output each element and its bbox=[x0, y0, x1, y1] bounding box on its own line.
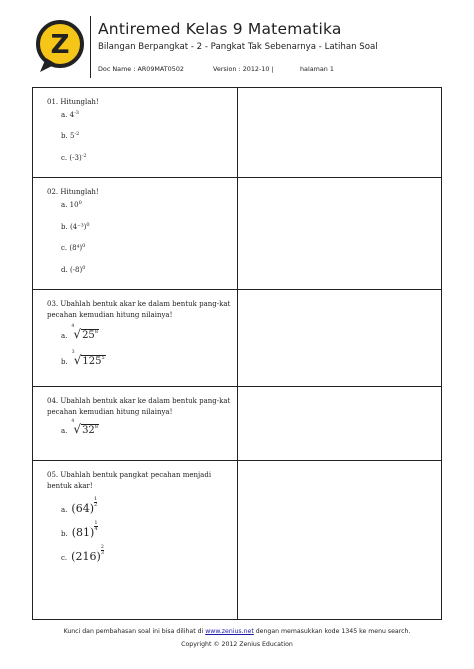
question-label: 03. Ubahlah bentuk akar ke dalam bentuk pang-kat pecahan kemudian hitung nilainya! bbox=[47, 300, 231, 319]
question-label: 04. Ubahlah bentuk akar ke dalam bentuk pang-kat pecahan kemudian hitung nilainya! bbox=[47, 397, 231, 416]
option-c: c. (216) $\frac{2}{3}$ bbox=[61, 544, 104, 563]
option-c: c. $(8^4)^0$ bbox=[61, 243, 86, 252]
option-b: b. 3 $√125^5$ bbox=[61, 350, 105, 367]
option-c: c. $(-3)^{-2}$ bbox=[61, 153, 87, 162]
logo-letter: Z bbox=[50, 30, 70, 60]
option-a: a. 4 $√25^8$ bbox=[61, 324, 98, 341]
option-a: a. (64) $\frac{1}{2}$ bbox=[61, 496, 98, 515]
zenius-link[interactable]: www.zenius.net bbox=[205, 628, 254, 635]
header-divider bbox=[90, 16, 91, 78]
question-row-3 bbox=[33, 289, 441, 387]
question-row-1 bbox=[33, 88, 441, 177]
footer-note: Kunci dan pembahasan soal ini bisa dilihat di www.zenius.net dengan memasukkan kode 1345 ke menu search. bbox=[63, 628, 411, 635]
question-row-5 bbox=[33, 460, 441, 620]
page-subtitle: Bilangan Berpangkat - 2 - Pangkat Tak Sebenarnya - Latihan Soal bbox=[98, 42, 378, 52]
question-grid bbox=[32, 87, 442, 620]
question-label: 05. Ubahlah bentuk pangkat pecahan menjadi bentuk akar! bbox=[47, 471, 212, 490]
option-b: b. $(4^{-3})^0$ bbox=[61, 222, 90, 231]
option-a: a. $10^0$ bbox=[61, 200, 82, 209]
page-title: Antiremed Kelas 9 Matematika bbox=[98, 20, 342, 38]
page-number: halaman 1 bbox=[300, 65, 334, 73]
option-a: a. 4 $√32^8$ bbox=[61, 419, 98, 436]
version: Version : 2012-10 | bbox=[213, 65, 274, 73]
copyright: Copyright © 2012 Zenius Education bbox=[181, 641, 293, 648]
doc-name: Doc Name : AR09MAT0502 bbox=[98, 65, 184, 73]
question-row-4 bbox=[33, 386, 441, 461]
option-d: d. $(-8)^0$ bbox=[61, 265, 86, 274]
question-label: 02. Hitunglah! bbox=[47, 188, 99, 196]
zenius-logo bbox=[32, 18, 88, 74]
option-b: b. (81) $\frac{1}{4}$ bbox=[61, 520, 98, 539]
question-label: 01. Hitunglah! bbox=[47, 98, 99, 106]
question-row-2 bbox=[33, 177, 441, 290]
option-a: a. $4^{-3}$ bbox=[61, 110, 79, 119]
option-b: b. $5^{-2}$ bbox=[61, 131, 80, 140]
